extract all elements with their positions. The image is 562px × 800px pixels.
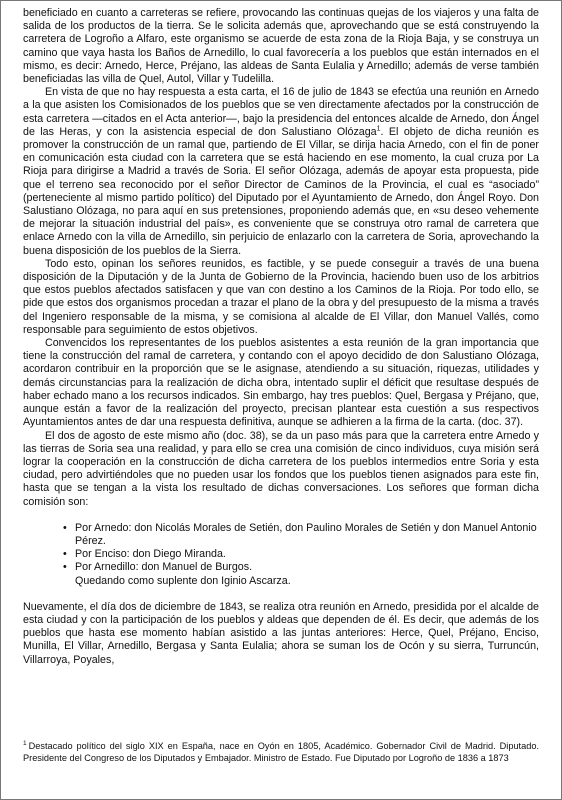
paragraph-5: El dos de agosto de este mismo año (doc. 38), se da un paso más para que la carretera entre Arnedo y las tierras de Soria sea una realidad, y para ello se crea una comisión de cinco individuos, cuya misión será lograr la cooperación en la construcción de dicha carretera de los pueblos intermedios entre Soria y esta ciudad, pero advirtiéndoles que no pueden usar los fondos que los pueblos tienen asignados para este fin, hasta que se tengan a la vista los resultado de dichas conversaciones. Los señores que forman dicha comisión son: bbox=[23, 429, 539, 508]
footnote-reference: 1 bbox=[376, 125, 381, 133]
committee-item bbox=[63, 561, 539, 574]
committee-item bbox=[63, 521, 539, 548]
footnote bbox=[23, 741, 539, 764]
committee-list bbox=[23, 522, 539, 575]
paragraph-4: Convencidos los representantes de los pueblos asistentes a esta reunión de la gran importancia que tiene la construcción del ramal de carretera, y contando con el apoyo decidido de don Salustiano Olózaga, acordaron contribuir en la proporción que se le asignase, atendiendo a su situación, riquezas, utilidades y demás circunstancias para la realización de dicha obra, intentado suplir el déficit que resultase después de haber echado mano a los recursos indicados. Sin embargo, hay tres pueblos: Quel, Bergasa y Préjano, que, aunque están a favor de la realización del proyecto, precisan plantear esta cuestión a sus respectivos Ayuntamientos antes de dar una respuesta definitiva, aunque se adhieren a la firma de la carta. (doc. 37). bbox=[23, 337, 539, 429]
committee-member: Por Arnedo: don Nicolás Morales de Setién, don Paulino Morales de Setién y don Manuel Antonio Pérez. bbox=[75, 521, 537, 547]
bullet-icon: • bbox=[63, 561, 67, 574]
committee-item bbox=[63, 548, 539, 561]
footnote-text: Destacado político del siglo XIX en España, nace en Oyón en 1805, Académico. Gobernador Civil de Madrid. Diputado. Presidente del Congreso de los Diputados y Embajador. Ministro de Estado. Fue Diputado por Logroño de 1836 a 1873 bbox=[23, 741, 539, 763]
paragraph-2-text-b: . El objeto de dicha reunión es promover la construcción de un ramal que, partiendo de El Villar, se dirija hacia Arnedo, con el fin de poner en comunicación esta ciudad con la carretera que se está haciendo en ese momento, la cual cruza por La Rioja para dirigirse a Madrid a través de Soria. El señor Olózaga, además de apoyar esta propuesta, pide que el terreno sea reconocido por el señor Director de Caminos de la Provincia, el cual es “asociado” (perteneciente al mismo partido político) del Diputado por el Ayuntamiento de Arnedo, don Ángel Royo. Don Salustiano Olózaga, no para aquí en sus pretensiones, proponiendo además que, en «su deseo vehemente de mejorar la situación industrial del país», es conveniente que se construya otro ramal de carretera que enlace Arnedo con la villa de Arnedillo, sin perjuicio de enlazarlo con la carretera de Soria, aprovechando la buena disposición de los pueblos de la Sierra. bbox=[23, 125, 539, 257]
paragraph-2-text-a: En vista de que no hay respuesta a esta carta, el 16 de julio de 1843 se efectúa una reunión en Arnedo a la que asisten los Comisionados de los pueblos que se ven directamente afectados por la construcción de esta carretera —citados en el Acta anterior—, bajo la presidencia del entonces alcalde de Arnedo, don Ángel de las Heras, y con la asistencia especial de don Salustiano Olózaga bbox=[23, 86, 539, 138]
body-text bbox=[23, 7, 539, 667]
footnote-mark: 1 bbox=[23, 739, 27, 747]
bullet-icon: • bbox=[63, 521, 67, 534]
paragraph-1: beneficiado en cuanto a carreteras se refiere, provocando las continuas quejas de los viajeros y una falta de salida de los productos de la tierra. Se le solicita además que, aprovechando que se está construyendo la carretera de Logroño a Alfaro, este organismo se acuerde de esta zona de la Rioja Baja, y se construya un camino que vaya hasta los Baños de Arnedillo, lo cual favorecería a los pueblos que están internados en el mismo, es decir: Arnedo, Herce, Préjano, las aldeas de Santa Eulalia y Arnedillo; además de verse también beneficiadas las villa de Quel, Autol, Villar y Tudelilla. bbox=[23, 7, 539, 86]
committee-substitute: Quedando como suplente don Iginio Ascarza. bbox=[75, 574, 291, 587]
paragraph-2 bbox=[23, 86, 539, 258]
paragraph-3: Todo esto, opinan los señores reunidos, es factible, y se puede conseguir a través de una buena disposición de la Diputación y de la Junta de Gobierno de la Provincia, haciendo buen uso de los arbitrios que estos pueblos afectados satisfacen y que van con destino a los Caminos de la Rioja. Por todo ello, se pide que estos dos organismos procedan a trazar el plano de la obra y del presupuesto de la misma a través del Ingeniero responsable de la misma, y se comisiona al alcalde de El Villar, don Manuel Vallés, como responsable para seguimiento de estos objetivos. bbox=[23, 257, 539, 336]
closing-paragraph: Nuevamente, el día dos de diciembre de 1843, se realiza otra reunión en Arnedo, presidida por el alcalde de esta ciudad y con la participación de los pueblos y aldeas que dependen de él. Es decir, que además de los pueblos que hasta ese momento habían asistido a las juntas anteriores: Herce, Quel, Préjano, Enciso, Munilla, El Villar, Arnedillo, Bergasa y Santa Eulalia; ahora se suman los de Ocón y su sierra, Turruncún, Villarroya, Poyales, bbox=[23, 600, 539, 666]
committee-member: Por Enciso: don Diego Miranda. bbox=[75, 548, 226, 561]
committee-member: Por Arnedillo: don Manuel de Burgos. bbox=[75, 561, 253, 574]
bullet-icon: • bbox=[63, 548, 67, 561]
